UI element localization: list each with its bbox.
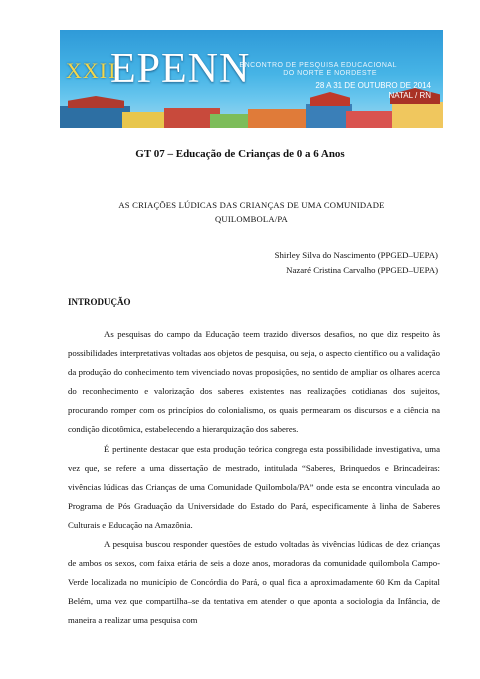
- event-banner: [60, 30, 443, 128]
- paper-title-line1: AS CRIAÇÕES LÚDICAS DAS CRIANÇAS DE UMA COMUNIDADE: [118, 200, 385, 210]
- author-2: Nazaré Cristina Carvalho (PPGED–UEPA): [286, 265, 438, 275]
- edition-label: XXII: [66, 58, 117, 83]
- section-heading: INTRODUÇÃO: [68, 297, 131, 307]
- paragraph-3: A pesquisa buscou responder questões de estudo voltadas às vivências lúdicas de dez crianças de ambos os sexos, com faixa etária de seis a doze anos, moradoras da comunidade quilombola Campo-Verde localizada no município de Concórdia do Pará, o qual fica a aproximadamente 60 Km da Capital Belém, uma vez que compartilha–se da tentativa em atender o que aponta a sociologia da Infância, de maneira a realizar uma pesquisa com: [68, 539, 440, 626]
- event-date-range: 28 A 31 DE OUTUBRO DE 2014: [315, 81, 431, 90]
- paragraph-1: As pesquisas do campo da Educação teem trazido diversos desafios, no que diz respeito às possibilidades interpretativas voltadas aos objetos de pesquisa, ou seja, o aspecto científico ou a validação da produção do conhecimento tem vivenciado novas proposições, no sentido de ampliar os olhares acerca do reconhecimento e valorização dos saberes existentes nas realizações cotidianas dos sujeitos, procurando romper com os princípios do colonialismo, os quais permearam os discursos e a ciência na condição dicotômica, estabelecendo a hierarquização dos saberes.: [68, 329, 440, 435]
- event-dates: [315, 81, 431, 101]
- event-logo: EPENN: [110, 46, 251, 92]
- event-name-line1: ENCONTRO DE PESQUISA EDUCACIONAL: [239, 62, 397, 69]
- author-1: Shirley Silva do Nascimento (PPGED–UEPA): [274, 250, 438, 260]
- event-name-line2: DO NORTE E NORDESTE: [283, 70, 377, 77]
- body-text: [68, 325, 440, 631]
- event-location: NATAL / RN: [388, 91, 431, 100]
- paper-title: [60, 198, 443, 226]
- paper-title-line2: QUILOMBOLA/PA: [215, 214, 288, 224]
- working-group-title: GT 07 – Educação de Crianças de 0 a 6 Anos: [135, 148, 345, 160]
- paragraph-2: É pertinente destacar que esta produção teórica congrega esta possibilidade investigativa, uma vez que, se refere a uma dissertação de mestrado, intitulada “Saberes, Brinquedos e Brincadeiras: vivências lúdicas das Crianças de uma Comunidade Quilombola/PA” onde esta se encontra vinculada ao Programa de Pós Graduação da Universidade do Estado do Pará, especificamente à linha de Saberes Culturais e Educação na Amazônia.: [68, 443, 440, 530]
